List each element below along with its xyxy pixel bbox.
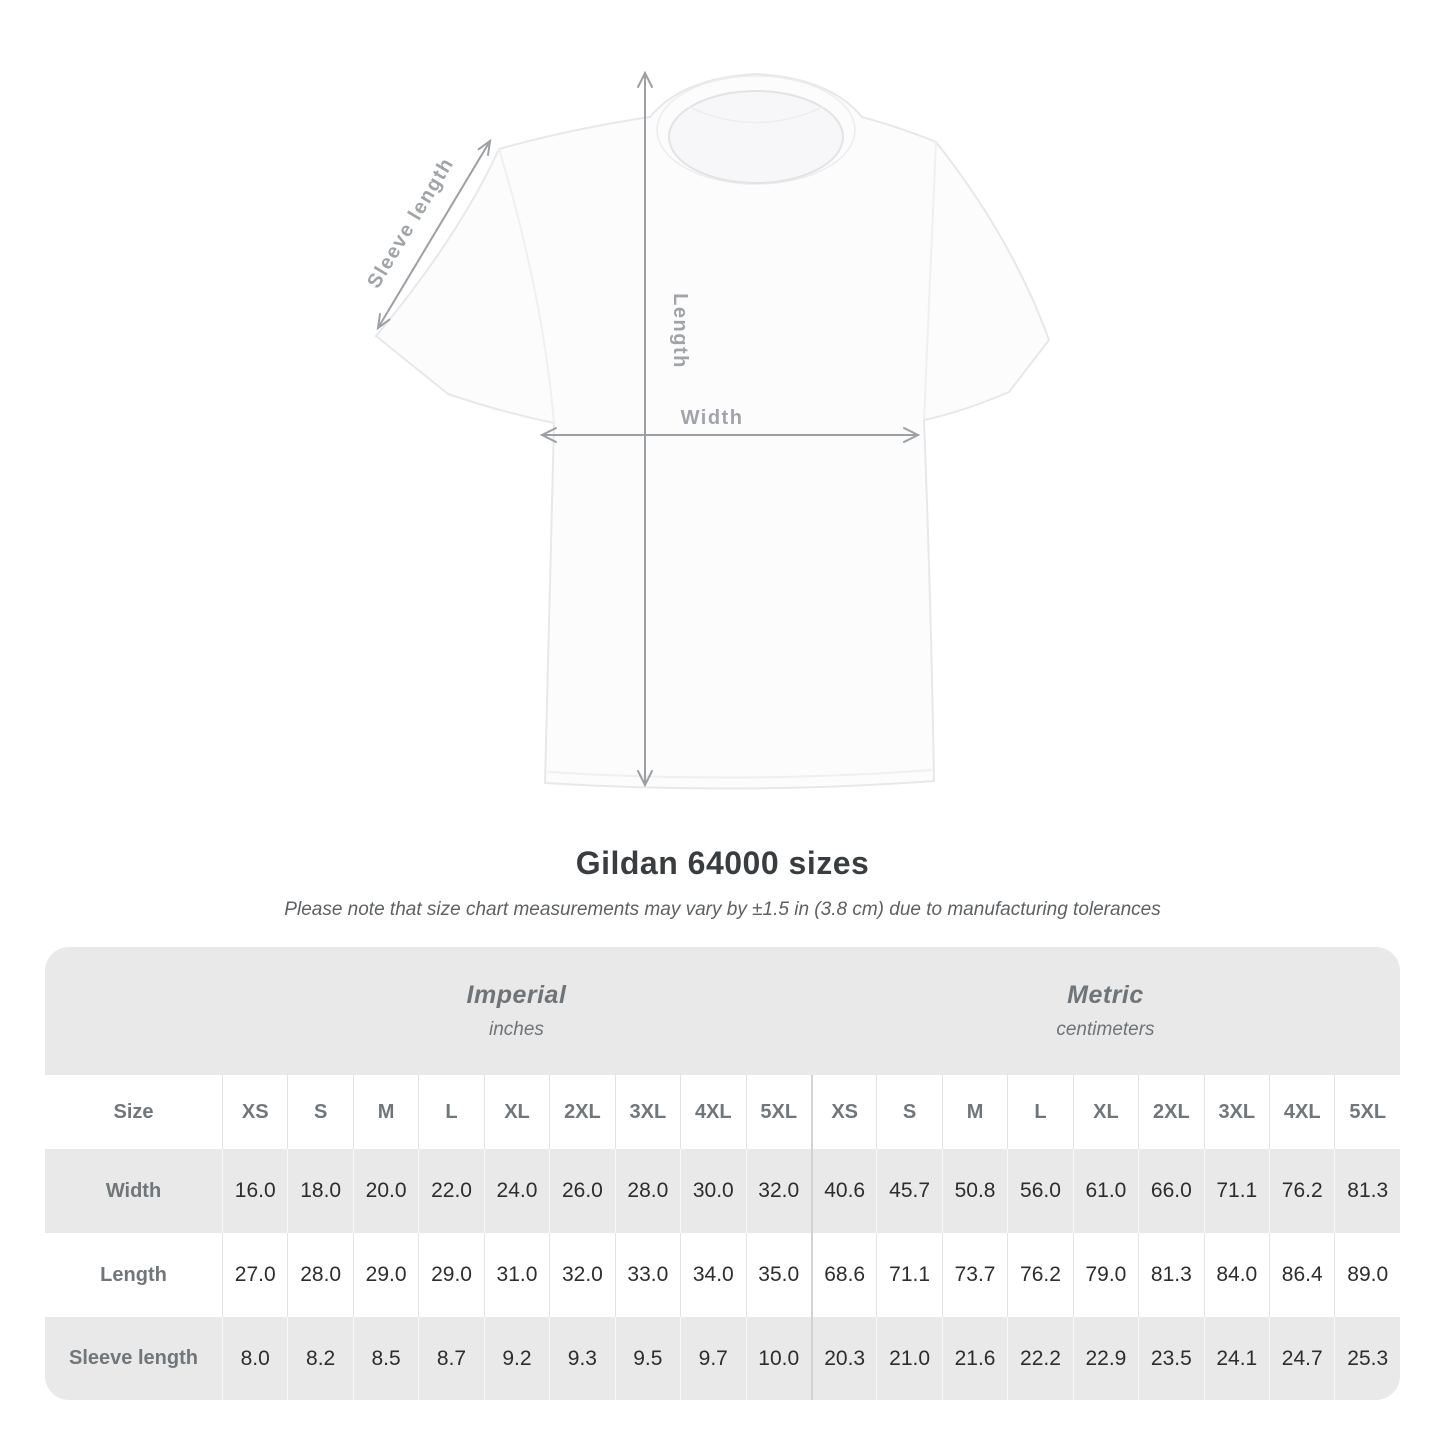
- size-col-header: XS: [222, 1075, 287, 1149]
- value-cell: 71.1: [1204, 1149, 1269, 1233]
- row-label-length: Length: [100, 1263, 167, 1286]
- value-cell: 18.0: [287, 1149, 352, 1233]
- value-cell: 22.2: [1007, 1317, 1072, 1400]
- value-cell: 66.0: [1138, 1149, 1203, 1233]
- size-col-header: 3XL: [1204, 1075, 1269, 1149]
- value-cell: 50.8: [942, 1149, 1007, 1233]
- size-col-header: L: [1007, 1075, 1072, 1149]
- value-cell: 27.0: [222, 1233, 287, 1317]
- sleeve-length-label: Sleeve length: [363, 153, 459, 293]
- value-cell: 31.0: [484, 1233, 549, 1317]
- value-cell: 84.0: [1204, 1233, 1269, 1317]
- value-cell: 45.7: [876, 1149, 941, 1233]
- size-col-header: 2XL: [549, 1075, 614, 1149]
- value-cell: 34.0: [680, 1233, 745, 1317]
- size-header-row: [45, 1075, 1400, 1149]
- row-label-sleeve: Sleeve length: [69, 1347, 198, 1369]
- value-cell: 29.0: [418, 1233, 483, 1317]
- size-table: [45, 947, 1400, 1400]
- value-cell: 24.1: [1204, 1317, 1269, 1400]
- width-row: [45, 1149, 1400, 1233]
- value-cell: 30.0: [680, 1149, 745, 1233]
- metric-unit: centimeters: [1056, 1019, 1155, 1040]
- value-cell: 86.4: [1269, 1233, 1334, 1317]
- value-cell: 9.5: [615, 1317, 680, 1400]
- size-col-header: 3XL: [615, 1075, 680, 1149]
- length-label: Length: [669, 293, 691, 369]
- sleeve-length-row: [45, 1317, 1400, 1400]
- value-cell: 9.7: [680, 1317, 745, 1400]
- value-cell: 8.7: [418, 1317, 483, 1400]
- tshirt-diagram: [340, 60, 1060, 812]
- size-col-header: XL: [484, 1075, 549, 1149]
- value-cell: 25.3: [1334, 1317, 1400, 1400]
- size-col-header: 4XL: [680, 1075, 745, 1149]
- value-cell: 9.3: [549, 1317, 614, 1400]
- value-cell: 29.0: [353, 1233, 418, 1317]
- size-col-header: L: [418, 1075, 483, 1149]
- value-cell: 32.0: [549, 1233, 614, 1317]
- value-cell: 20.0: [353, 1149, 418, 1233]
- size-col-header: 4XL: [1269, 1075, 1334, 1149]
- size-table-container: [45, 947, 1400, 1400]
- imperial-unit: inches: [489, 1019, 544, 1040]
- value-cell: 28.0: [615, 1149, 680, 1233]
- value-cell: 28.0: [287, 1233, 352, 1317]
- value-cell: 73.7: [942, 1233, 1007, 1317]
- value-cell: 20.3: [811, 1317, 876, 1400]
- size-col-header: S: [287, 1075, 352, 1149]
- value-cell: 33.0: [615, 1233, 680, 1317]
- value-cell: 26.0: [549, 1149, 614, 1233]
- size-col-header: M: [353, 1075, 418, 1149]
- value-cell: 16.0: [222, 1149, 287, 1233]
- value-cell: 8.5: [353, 1317, 418, 1400]
- value-cell: 35.0: [746, 1233, 811, 1317]
- tolerance-note: Please note that size chart measurements may vary by ±1.5 in (3.8 cm) due to manufacturing tolerances: [284, 899, 1161, 920]
- size-col-header: M: [942, 1075, 1007, 1149]
- value-cell: 81.3: [1334, 1149, 1400, 1233]
- value-cell: 24.7: [1269, 1317, 1334, 1400]
- size-col-header: 5XL: [1334, 1075, 1400, 1149]
- value-cell: 68.6: [811, 1233, 876, 1317]
- value-cell: 40.6: [811, 1149, 876, 1233]
- value-cell: 9.2: [484, 1317, 549, 1400]
- size-col-header: S: [876, 1075, 941, 1149]
- collar-opening: [669, 91, 843, 183]
- value-cell: 21.0: [876, 1317, 941, 1400]
- value-cell: 61.0: [1073, 1149, 1138, 1233]
- imperial-label: Imperial: [466, 981, 567, 1009]
- value-cell: 81.3: [1138, 1233, 1203, 1317]
- value-cell: 79.0: [1073, 1233, 1138, 1317]
- length-row: [45, 1233, 1400, 1317]
- value-cell: 56.0: [1007, 1149, 1072, 1233]
- value-cell: 76.2: [1269, 1149, 1334, 1233]
- imperial-header: [222, 947, 811, 1075]
- value-cell: 71.1: [876, 1233, 941, 1317]
- size-col-header: XL: [1073, 1075, 1138, 1149]
- table-corner-cell: [45, 947, 222, 1075]
- value-cell: 8.2: [287, 1317, 352, 1400]
- value-cell: 10.0: [746, 1317, 811, 1400]
- size-col-header: 5XL: [746, 1075, 811, 1149]
- value-cell: 21.6: [942, 1317, 1007, 1400]
- unit-header-row: [45, 947, 1400, 1075]
- value-cell: 22.0: [418, 1149, 483, 1233]
- value-cell: 8.0: [222, 1317, 287, 1400]
- value-cell: 24.0: [484, 1149, 549, 1233]
- width-label: Width: [680, 407, 744, 429]
- value-cell: 76.2: [1007, 1233, 1072, 1317]
- size-chart-title: Gildan 64000 sizes: [575, 845, 870, 881]
- size-col-header: XS: [811, 1075, 876, 1149]
- value-cell: 23.5: [1138, 1317, 1203, 1400]
- size-header-label: Size: [113, 1100, 154, 1123]
- value-cell: 89.0: [1334, 1233, 1400, 1317]
- row-label-width: Width: [105, 1179, 162, 1202]
- tshirt-graphic: [376, 74, 1049, 789]
- value-cell: 32.0: [746, 1149, 811, 1233]
- metric-header: [811, 947, 1400, 1075]
- value-cell: 22.9: [1073, 1317, 1138, 1400]
- size-col-header: 2XL: [1138, 1075, 1203, 1149]
- metric-label: Metric: [1067, 981, 1144, 1009]
